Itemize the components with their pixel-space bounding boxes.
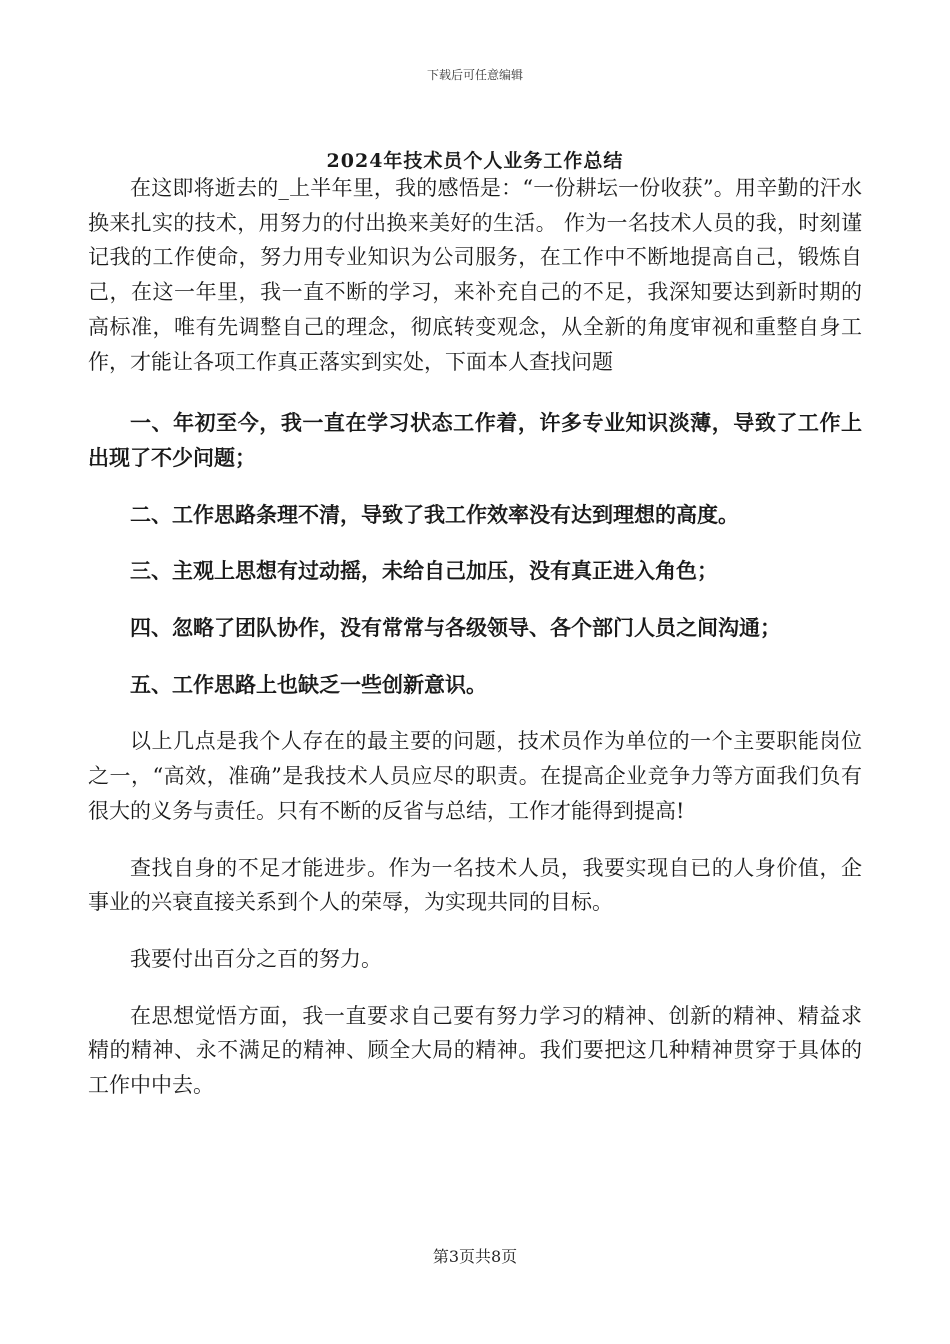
intro-paragraph: 在这即将逝去的_上半年里，我的感悟是：“一份耕坛一份收获”。用辛勤的汗水换来扎实的技术，用努力的付出换来美好的生活。 作为一名技术人员的我，时刻谨记我的工作使命，努力用专业知识为公司服务，在工作中不断地提高自己，锻炼自己，在这一年里，我一直不断的学习，来补充自己的不足，我深知要达到新时期的高标准，唯有先调整自己的理念，彻底转变观念，从全新的角度审视和重整自身工作，才能让各项工作真正落实到实处，下面本人查找问题 <box>88 176 862 374</box>
ideology-paragraph: 在思想觉悟方面，我一直要求自己要有努力学习的精神、创新的精神、精益求精的精神、永不满足的精神、顾全大局的精神。我们要把这几种精神贯穿于具体的工作中中去。 <box>88 1003 862 1098</box>
document-title: 2024年技术员个人业务工作总结 <box>326 150 624 172</box>
effort-paragraph: 我要付出百分之百的努力。 <box>130 946 382 971</box>
problem-item-5: 五、工作思路上也缺乏一些创新意识。 <box>130 671 487 697</box>
summary-paragraph: 以上几点是我个人存在的最主要的问题，技术员作为单位的一个主要职能岗位之一，“高效，准确”是我技术人员应尽的职责。在提高企业竞争力等方面我们负有很大的义务与责任。只有不断的反省与总结，工作才能得到提高! <box>88 729 862 823</box>
problem-item-1: 一、年初至今，我一直在学习状态工作着，许多专业知识淡薄，导致了工作上出现了不少问题； <box>88 410 862 470</box>
problem-item-4: 四、忽略了团队协作，没有常常与各级领导、各个部门人员之间沟通； <box>130 615 781 641</box>
download-note: 下载后可任意编辑 <box>426 68 523 82</box>
self-review-paragraph: 查找自身的不足才能进步。作为一名技术人员，我要实现自已的人身价值，企事业的兴衰直接关系到个人的荣辱，为实现共同的目标。 <box>88 855 862 915</box>
page-number: 第3页共8页 <box>432 1247 518 1266</box>
document-body <box>88 171 862 1103</box>
problem-item-3: 三、主观上思想有过动摇，未给自己加压，没有真正进入角色； <box>130 558 718 584</box>
problem-item-2: 二、工作思路条理不清，导致了我工作效率没有达到理想的高度。 <box>130 501 739 527</box>
